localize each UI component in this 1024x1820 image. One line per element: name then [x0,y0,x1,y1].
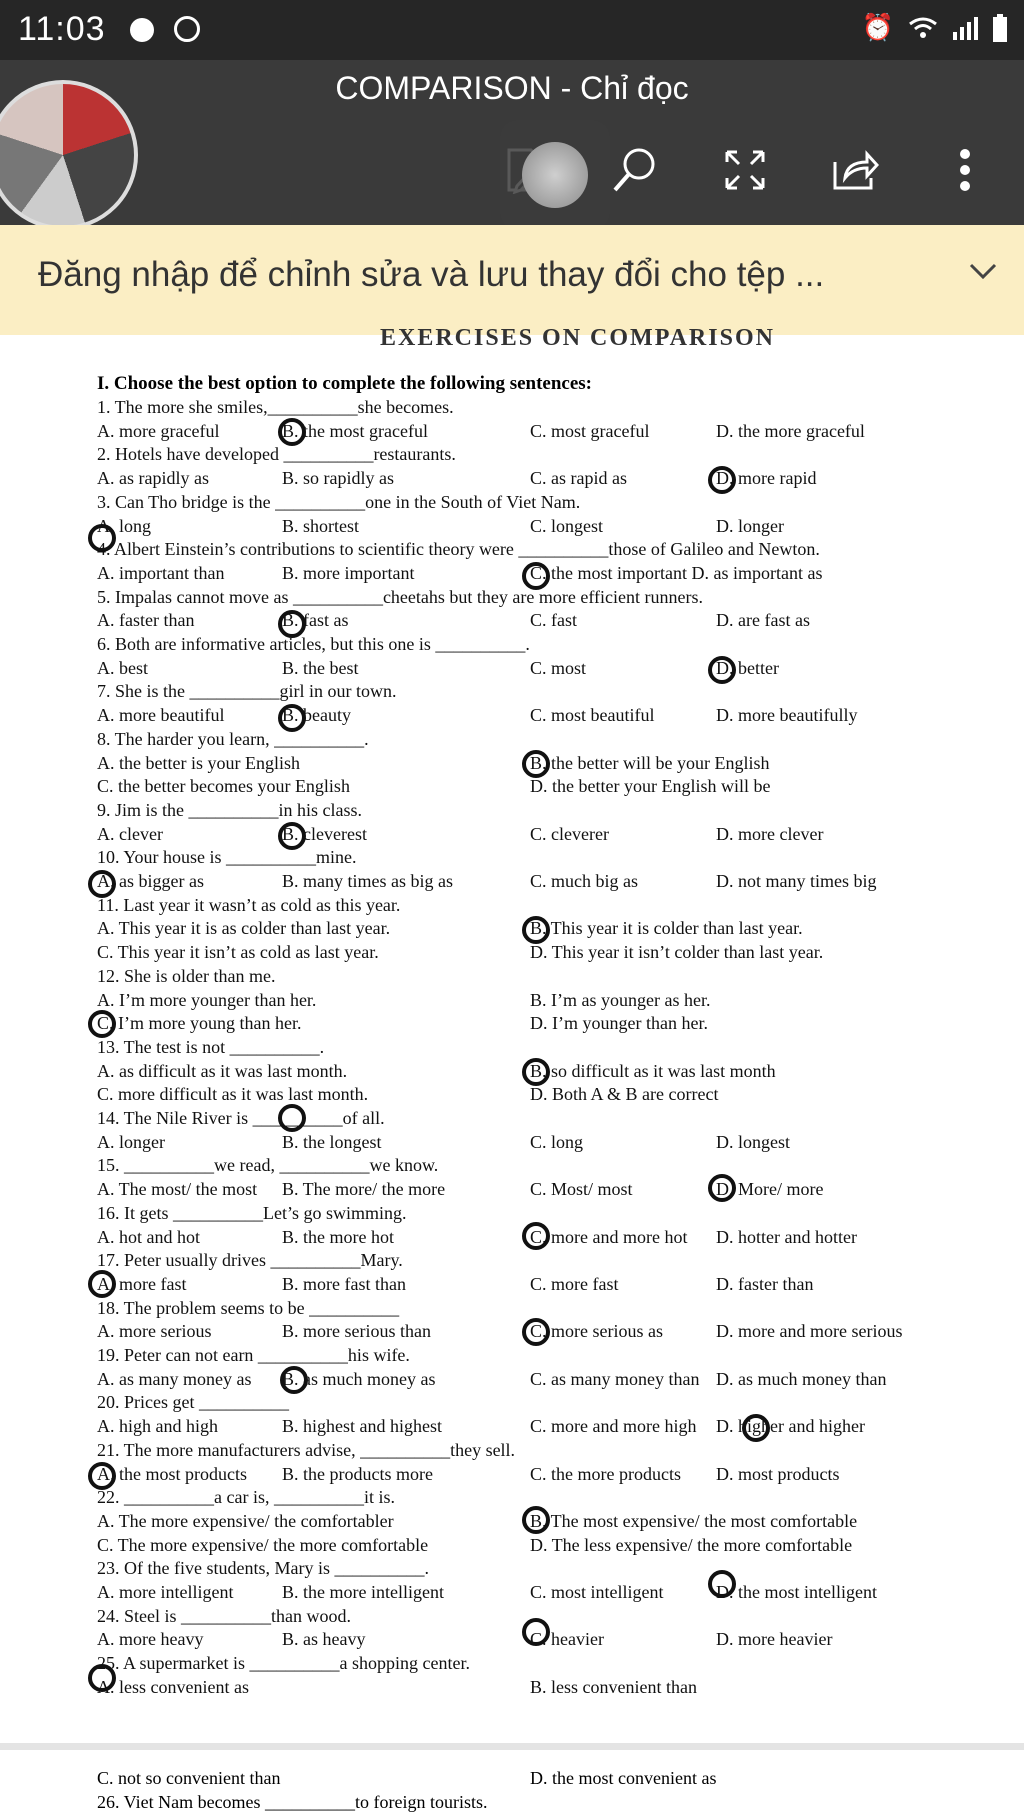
question-text: 13. The test is not __________. [97,1036,325,1057]
signal-icon [952,16,978,40]
answer-option: C. most beautiful [530,705,655,726]
answer-option: A. This year it is as colder than last year. [97,918,391,939]
answer-option: D. are fast as [716,610,810,631]
answer-option: B. more serious than [282,1321,431,1342]
answer-circle-mark [88,1270,116,1298]
question-line [0,918,1024,942]
answer-option: B. the best [282,657,359,678]
question-line [0,847,1024,871]
answer-circle-mark [742,1414,770,1442]
answer-circle-mark [278,418,306,446]
question-text: 12. She is older than me. [97,965,276,986]
question-line [0,1132,1024,1156]
question-text: 1. The more she smiles,__________she becomes. [97,397,454,417]
question-line [0,1084,1024,1108]
answer-option: D. more and more serious [716,1321,903,1342]
answer-option: D. more rapid [716,468,817,489]
question-line [0,1179,1024,1203]
answer-circle-mark [708,466,736,494]
section-title: I. Choose the best option to complete the following sentences: [97,373,593,394]
answer-option: B. the more intelligent [282,1582,444,1602]
more-icon[interactable] [910,140,1020,200]
question-line [0,1227,1024,1251]
question-line [0,800,1024,824]
alarm-icon: ⏰ [861,12,894,42]
question-line [0,681,1024,705]
answer-option: A. more serious [97,1321,212,1342]
answer-option: B. highest and highest [282,1416,442,1437]
answer-option: C. the more products [530,1463,681,1484]
answer-option: D. the most intelligent [716,1582,877,1602]
answer-option: D. better [716,657,779,678]
question-line [0,1369,1024,1393]
answer-circle-mark [522,1506,550,1534]
answer-option: B. the most graceful [282,420,428,441]
question-line [0,705,1024,729]
question-line [0,1677,1024,1701]
answer-option: B. The more/ the more [282,1179,446,1200]
answer-option: B. the longest [282,1131,382,1152]
question-text: 8. The harder you learn, __________. [97,728,369,749]
question-text: 14. The Nile River is __________of all. [97,1108,385,1128]
answer-circle-mark [522,1618,550,1646]
answer-option: B. This year it is colder than last year. [530,918,803,939]
question-line [0,1298,1024,1322]
question-text: 10. Your house is __________mine. [97,847,357,868]
answer-option: A. clever [97,823,163,844]
answer-circle-mark [708,656,736,684]
answer-option: A. important than [97,562,225,583]
answer-circle-mark [708,1570,736,1598]
question-line [0,1155,1024,1179]
question-line [0,563,1024,587]
question-text: 6. Both are informative articles, but this one is __________. [97,634,530,654]
answer-option: C. most graceful [530,420,650,441]
notification-dot-icon [130,18,154,42]
answer-option: A. more fast [97,1273,187,1294]
answer-option: B. cleverest [282,823,367,844]
answer-option: C. Most/ most [530,1179,633,1200]
answer-option: D. Both A & B are correct [530,1084,719,1105]
answer-option: C. more and more hot [530,1226,688,1247]
question-line [0,516,1024,540]
answer-option: D. as much money than [716,1368,887,1389]
answer-option: A. faster than [97,610,195,631]
answer-option: B. less convenient than [530,1676,697,1697]
answer-option: D. longer [716,515,784,536]
answer-option: C. heavier [530,1629,604,1650]
question-line [0,1582,1024,1606]
answer-option: A. as many money as [97,1368,252,1389]
answer-option: A. as difficult as it was last month. [97,1060,348,1081]
question-line [0,1535,1024,1559]
answer-option: C. The more expensive/ the more comfortable [97,1534,429,1555]
answer-option: C. longest [530,515,604,536]
question-line [0,729,1024,753]
answer-option: A. as rapidly as [97,468,209,489]
answer-option: C. as many money than [530,1368,700,1389]
answer-circle-mark [278,1104,306,1132]
question-text: 16. It gets __________Let’s go swimming. [97,1202,407,1223]
sign-in-banner[interactable] [0,225,1024,335]
answer-option: A. the better is your English [97,752,300,773]
answer-option: C. more and more high [530,1416,697,1437]
answer-option: C. more fast [530,1273,619,1294]
question-line [0,1558,1024,1582]
answer-option: C. much big as [530,871,638,891]
answer-option: B. more important [282,562,415,583]
answer-option: A. The more expensive/ the comfortabler [97,1510,394,1531]
answer-option: C. most [530,657,587,678]
answer-circle-mark [88,1010,116,1038]
answer-option: B. so rapidly as [282,468,394,489]
question-line [0,990,1024,1014]
answer-option: D. most products [716,1463,840,1484]
question-line [0,1013,1024,1037]
answer-option: B. beauty [282,705,351,726]
answer-option: A. best [97,657,148,678]
answer-option: A. more beautiful [97,705,225,726]
question-text: 19. Peter can not earn __________his wife. [97,1345,410,1365]
status-bar [0,0,1024,60]
answer-option: D. This year it isn’t colder than last year. [530,942,824,963]
question-line [0,1606,1024,1630]
wifi-icon [908,16,938,40]
status-time: 11:03 [18,10,106,48]
answer-option: B. the products more [282,1463,433,1484]
question-text: 26. Viet Nam becomes __________to foreign tourists. [97,1792,488,1812]
question-line [0,966,1024,990]
answer-option: C. more serious as [530,1321,663,1342]
answer-option: B. shortest [282,515,360,536]
document-title: COMPARISON - Chỉ đọc [335,70,689,106]
question-line [0,1061,1024,1085]
question-line [0,587,1024,611]
answer-option: D. not many times big [716,871,877,891]
chevron-down-icon[interactable] [968,261,998,281]
question-text: 20. Prices get __________ [97,1392,289,1413]
answer-option: C. cleverer [530,823,609,844]
question-line [0,753,1024,777]
answer-option: A. more intelligent [97,1582,234,1602]
answer-option: B. as much money as [282,1368,436,1389]
question-text: 2. Hotels have developed __________restaurants. [97,444,456,465]
question-line [0,824,1024,848]
answer-option: C. not so convenient than [97,1768,281,1788]
answer-option: D. The less expensive/ the more comfortable [530,1534,853,1555]
answer-option: D. higher and higher [716,1416,865,1437]
question-line [0,658,1024,682]
answer-option: D. More/ more [716,1179,824,1200]
answer-option: A. high and high [97,1416,218,1437]
answer-option: B. many times as big as [282,871,453,891]
question-line [0,1416,1024,1440]
answer-option: B. so difficult as it was last month [530,1060,776,1081]
question-text: 24. Steel is __________than wood. [97,1605,351,1626]
answer-option: D. more clever [716,823,824,844]
answer-circle-mark [522,1318,550,1346]
answer-option: C. This year it isn’t as cold as last year. [97,942,379,963]
answer-option: C. long [530,1131,584,1152]
answer-option: D. more beautifully [716,705,858,726]
answer-option: B. The most expensive/ the most comfortable [530,1510,858,1531]
answer-option: D. longest [716,1131,790,1152]
question-text: 23. Of the five students, Mary is __________. [97,1558,429,1579]
answer-circle-mark [88,870,116,898]
answer-option: D. the better your English will be [530,776,771,797]
question-line [0,1653,1024,1677]
question-text: 4. Albert Einstein’s contributions to scientific theory were __________those of Galileo and Newton. [97,539,820,560]
question-line [0,1440,1024,1464]
answer-option: A. more heavy [97,1629,204,1650]
question-text: 7. She is the __________girl in our town. [97,681,397,702]
question-line [0,1274,1024,1298]
answer-option: C. the most important D. as important as [530,562,823,583]
answer-option: A. less convenient as [97,1676,249,1697]
answer-option: A. the most products [97,1463,247,1484]
question-line [0,397,1024,421]
answer-circle-mark [522,562,550,590]
question-line [0,1464,1024,1488]
question-line [0,444,1024,468]
question-line [0,1321,1024,1345]
answer-option: A. The most/ the most [97,1179,258,1200]
question-text: 22. __________a car is, __________it is. [97,1487,395,1508]
answer-option: B. the better will be your English [530,752,770,773]
question-line [0,1487,1024,1511]
answer-circle-mark [522,1222,550,1250]
answer-option: C. fast [530,610,577,631]
answer-option: C. as rapid as [530,468,627,489]
banner-text: Đăng nhập để chỉnh sửa và lưu thay đổi cho tệp ... [38,255,825,294]
question-text: 21. The more manufacturers advise, __________they sell. [97,1439,516,1460]
app-toolbar [0,60,1024,225]
question-line [0,871,1024,895]
question-line [0,1108,1024,1132]
answer-option: B. I’m as younger as her. [530,989,711,1010]
answer-circle-mark [88,1462,116,1490]
question-line [0,895,1024,919]
answer-option: A. as bigger as [97,871,204,891]
question-line [0,468,1024,492]
answer-circle-mark [88,1664,116,1692]
answer-option: C. most intelligent [530,1582,664,1602]
question-text: 15. __________we read, __________we know. [97,1155,439,1176]
answer-circle-mark [522,916,550,944]
answer-option: B. as heavy [282,1629,366,1650]
answer-option: D. the most convenient as [530,1768,717,1788]
answer-circle-mark [280,1366,308,1394]
answer-option: B. fast as [282,610,349,631]
question-line [0,942,1024,966]
question-line [0,1345,1024,1369]
question-text: 11. Last year it wasn’t as cold as this year. [97,894,401,915]
question-line [0,1511,1024,1535]
answer-circle-mark [88,524,116,552]
answer-option: A. more graceful [97,420,220,441]
answer-option: B. the more hot [282,1226,394,1247]
question-line [0,421,1024,445]
answer-option: D. more heavier [716,1629,833,1650]
question-line [0,1250,1024,1274]
battery-icon [992,14,1008,42]
answer-circle-mark [278,610,306,638]
document-header: EXERCISES ON COMPARISON [380,325,775,345]
messenger-icon [174,16,200,42]
answer-option: B. more fast than [282,1273,406,1294]
answer-option: D. I’m younger than her. [530,1013,708,1034]
answer-circle-mark [708,1174,736,1202]
answer-option: D. hotter and hotter [716,1226,857,1247]
question-text: 5. Impalas cannot move as __________cheetahs but they are more efficient runners. [97,586,703,607]
question-line [0,1203,1024,1227]
answer-option: C. I’m more young than her. [97,1013,302,1034]
page-divider [0,1743,1024,1750]
answer-circle-mark [278,822,306,850]
answer-option: C. the better becomes your English [97,776,350,797]
question-text: 3. Can Tho bridge is the __________one in the South of Viet Nam. [97,491,581,512]
question-line [0,1392,1024,1416]
question-line [0,1037,1024,1061]
question-text: 18. The problem seems to be __________ [97,1297,400,1318]
answer-option: A. long [97,515,151,536]
question-text: 17. Peter usually drives __________Mary. [97,1250,403,1271]
question-line [0,492,1024,516]
answer-option: A. longer [97,1131,165,1152]
question-text: 9. Jim is the __________in his class. [97,799,362,820]
question-text: 25. A supermarket is __________a shopping center. [97,1653,470,1674]
answer-circle-mark [278,704,306,732]
question-line [0,634,1024,658]
answer-circle-mark [522,1058,550,1086]
answer-option: D. faster than [716,1273,814,1294]
answer-option: A. I’m more younger than her. [97,989,317,1010]
answer-option: D. the more graceful [716,420,865,441]
question-line [0,1629,1024,1653]
fullscreen-icon[interactable] [690,140,800,200]
share-icon[interactable] [800,140,910,200]
question-line [0,776,1024,800]
question-line [0,610,1024,634]
question-line [0,539,1024,563]
answer-circle-mark [522,750,550,778]
answer-option: A. hot and hot [97,1226,200,1247]
floating-assistive-button[interactable] [500,120,610,230]
answer-option: C. more difficult as it was last month. [97,1084,369,1105]
